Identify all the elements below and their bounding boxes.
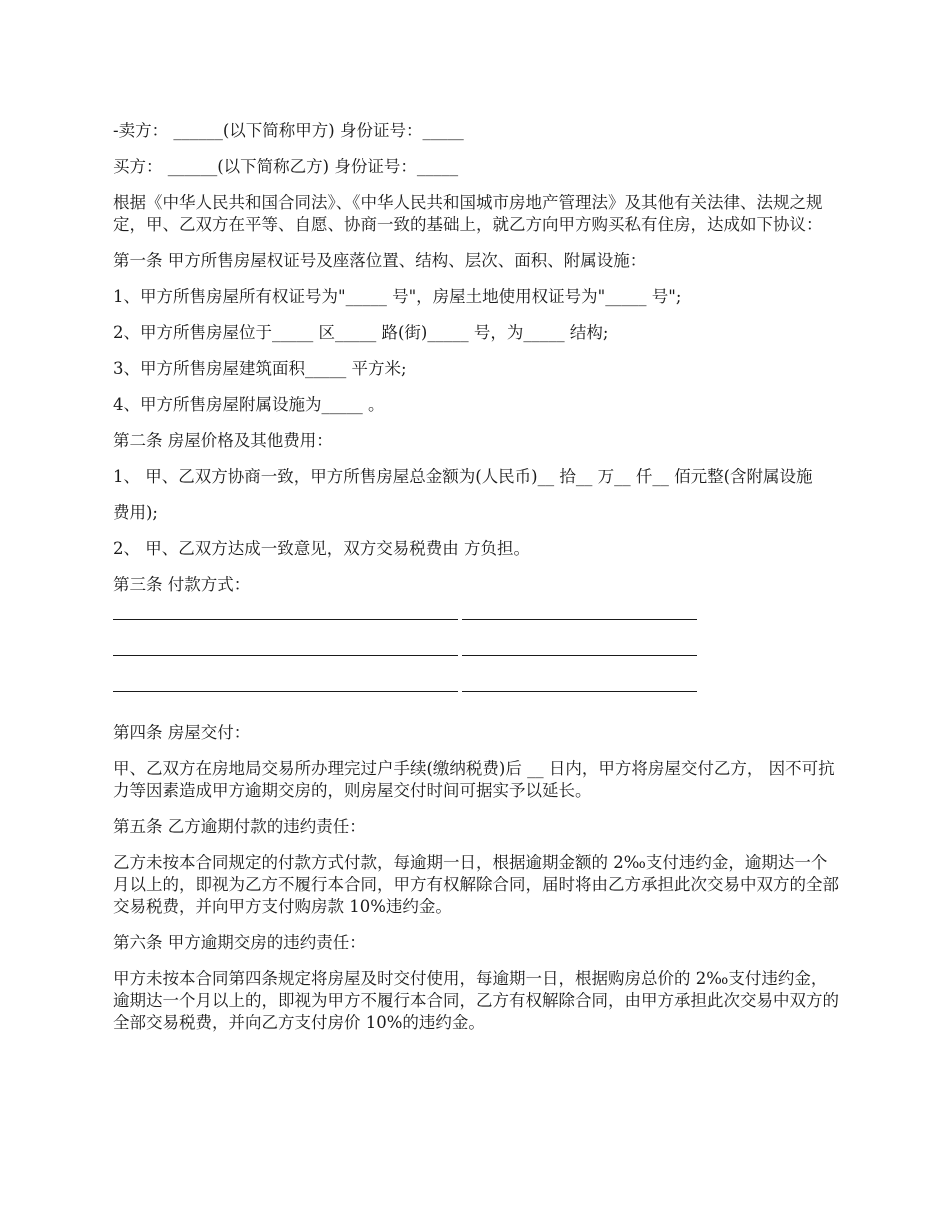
article2-item1-continued: 费用); — [113, 503, 158, 522]
article2-item1: 1、 甲、乙双方协商一致，甲方所售房屋总金额为(人民币)__ 拾__ 万__ 仟__ 佰元整(含附属设施 — [113, 467, 813, 486]
payment-blank-lines — [113, 608, 843, 716]
blank-line-row — [113, 608, 843, 644]
blank-line-row — [113, 680, 843, 716]
blank-line-row — [113, 644, 843, 680]
article6-body: 甲方未按本合同第四条规定将房屋及时交付使用，每逾期一日，根据购房总价的 2‰支付违约金，逾期达一个月以上的，即视为甲方不履行本合同，乙方有权解除合同，由甲方承担此次交易中双方的全部交易税费，并向乙方支付房价 10%的违约金。 — [113, 969, 839, 1032]
article5-body: 乙方未按本合同规定的付款方式付款，每逾期一日，根据逾期金额的 2‰支付违约金，逾期达一个月以上的，即视为乙方不履行本合同，甲方有权解除合同，届时将由乙方承担此次交易中双方的全部交易税费，并向甲方支付购房款 10%违约金。 — [113, 853, 839, 916]
article4-heading: 第四条 房屋交付： — [113, 723, 251, 742]
article1-item: 2、甲方所售房屋位于_____ 区_____ 路(街)_____ 号，为_____ 结构; — [113, 323, 609, 342]
buyer-line: 买方： ______(以下简称乙方) 身份证号：_____ — [113, 157, 459, 176]
article4-body: 甲、乙双方在房地局交易所办理完过户手续(缴纳税费)后 __ 日内，甲方将房屋交付乙方， 因不可抗力等因素造成甲方逾期交房的，则房屋交付时间可据实予以延长。 — [113, 759, 835, 800]
blank-line — [462, 691, 697, 692]
contract-page — [113, 120, 843, 1048]
article1-item: 3、甲方所售房屋建筑面积_____ 平方米; — [113, 359, 407, 378]
article6-heading: 第六条 甲方逾期交房的违约责任： — [113, 933, 366, 952]
article2-item2: 2、 甲、乙双方达成一致意见，双方交易税费由 方负担。 — [113, 539, 530, 558]
article1-item: 4、甲方所售房屋附属设施为_____ 。 — [113, 395, 385, 414]
blank-line — [113, 619, 458, 620]
article3-heading: 第三条 付款方式： — [113, 575, 251, 594]
article2-heading: 第二条 房屋价格及其他费用： — [113, 431, 333, 450]
article5-heading: 第五条 乙方逾期付款的违约责任： — [113, 817, 366, 836]
article1-heading: 第一条 甲方所售房屋权证号及座落位置、结构、层次、面积、附属设施： — [113, 251, 647, 270]
blank-line — [113, 655, 458, 656]
seller-line: -卖方： ______(以下简称甲方) 身份证号：_____ — [113, 121, 464, 140]
blank-line — [462, 655, 697, 656]
blank-line — [462, 619, 697, 620]
article1-item: 1、甲方所售房屋所有权证号为"_____ 号"，房屋土地使用权证号为"_____ 号"; — [113, 287, 682, 306]
preamble-paragraph: 根据《中华人民共和国合同法》、《中华人民共和国城市房地产管理法》及其他有关法律、法规之规定，甲、乙双方在平等、自愿、协商一致的基础上，就乙方向甲方购买私有住房，达成如下协议： — [113, 193, 823, 234]
blank-line — [113, 691, 458, 692]
